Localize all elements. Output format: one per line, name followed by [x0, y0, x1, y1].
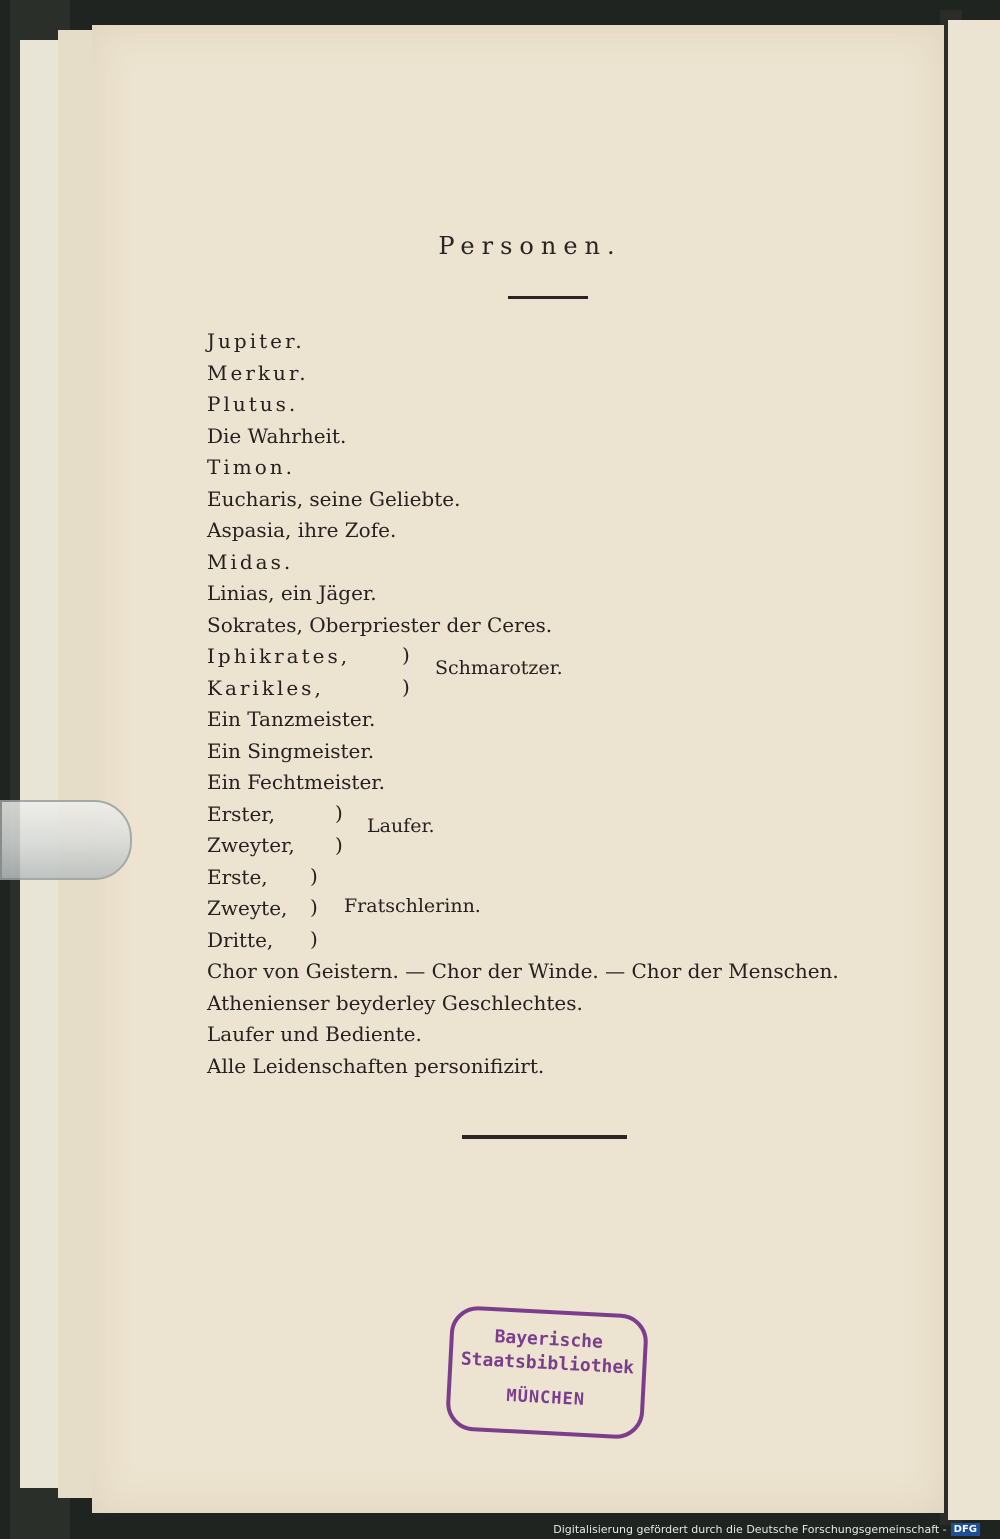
page-clip [0, 800, 132, 880]
group-name: Erste, [207, 864, 268, 889]
cast-line: Alle Leidenschaften personifizirt. [207, 1053, 545, 1078]
cast-line: Ein Singmeister. [207, 738, 375, 763]
group-name: Zweyter, [207, 833, 295, 857]
digitization-footer [553, 1521, 980, 1537]
cast-line: Ein Tanzmeister. [207, 707, 376, 731]
cast-line: Sokrates, Oberpriester der Ceres. [207, 612, 553, 637]
cast-line: Eucharis, seine Geliebte. [207, 486, 461, 511]
group-name: Karikles, [207, 675, 324, 700]
group-name: Erster, [207, 801, 276, 826]
cast-list [207, 326, 907, 1082]
cast-line: Timon. [207, 455, 295, 479]
group-bracket: ) [335, 832, 343, 857]
cast-line: Jupiter. [207, 329, 305, 353]
cast-group-fratschlerinn [207, 862, 907, 957]
cast-line: Aspasia, ihre Zofe. [207, 518, 397, 542]
cast-line: Athenienser beyderley Geschlechtes. [207, 990, 583, 1015]
cast-group-schmarotzer [207, 641, 907, 704]
cast-line: Plutus. [207, 392, 299, 416]
cast-line: Die Wahrheit. [207, 423, 347, 448]
stamp-line: Bayerische [494, 1326, 604, 1353]
group-bracket: ) [310, 863, 318, 888]
group-name: Zweyte, [207, 896, 288, 920]
cast-line: Ein Fechtmeister. [207, 770, 386, 794]
cast-line: Midas. [207, 549, 294, 574]
group-name: Iphikrates, [207, 644, 351, 668]
group-bracket: ) [402, 675, 410, 699]
library-stamp [445, 1305, 649, 1440]
cast-line: Linias, ein Jäger. [207, 581, 377, 605]
stamp-line: MÜNCHEN [505, 1385, 586, 1411]
group-label: Laufer. [367, 814, 435, 837]
page-heading: Personen. [438, 232, 622, 260]
cast-line: Laufer und Bediente. [207, 1022, 422, 1046]
cast-line: Merkur. [207, 360, 309, 385]
group-bracket: ) [402, 643, 410, 667]
dfg-logo-icon: DFG [951, 1523, 980, 1536]
cast-line: Chor von Geistern. — Chor der Winde. — Chor der Menschen. [207, 959, 839, 983]
group-bracket: ) [310, 926, 318, 951]
group-name: Dritte, [207, 927, 274, 952]
cast-group-laufer [207, 799, 907, 862]
group-bracket: ) [310, 894, 318, 919]
group-label: Schmarotzer. [435, 657, 563, 679]
closing-rule [462, 1135, 627, 1139]
footer-text: Digitalisierung gefördert durch die Deutsche Forschungsgemeinschaft - [553, 1522, 947, 1536]
heading-rule [508, 296, 588, 299]
stamp-line: Staatsbibliothek [460, 1348, 635, 1379]
facing-page-edge [948, 20, 1000, 1520]
group-bracket: ) [335, 800, 343, 825]
group-label: Fratschlerinn. [344, 894, 481, 917]
